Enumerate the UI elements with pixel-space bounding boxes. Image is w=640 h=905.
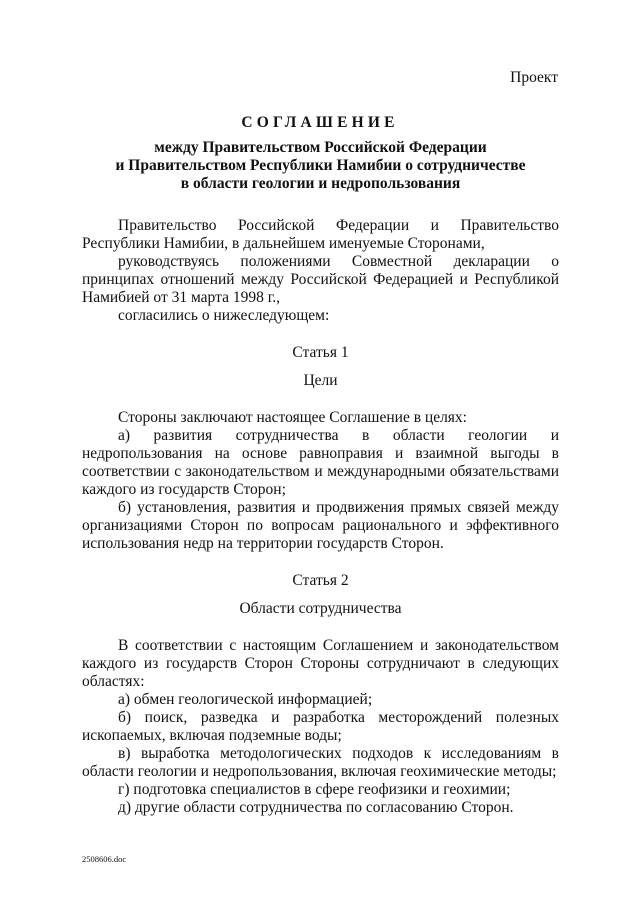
list-item: в) выработка методологических подходов к исследованиям в области геологии и недропользования, включая геохимические методы; [82,745,559,780]
article-paragraph: В соответствии с настоящим Соглашением и законодательством каждого из государств Сторон Стороны сотрудничают в следующих областях: [82,637,559,690]
list-item: д) другие области сотрудничества по согласованию Сторон. [118,799,514,816]
article-number: Статья 1 [292,344,349,361]
list-item: а) обмен геологической информацией; [118,691,373,708]
article-paragraph: Стороны заключают настоящее Соглашение в целях: [118,409,467,426]
article-paragraph: а) развития сотрудничества в области геологии и недропользования на основе равноправия и взаимной выгоды в соответствии с законодательством и международными обязательствами каждого из государств Сторон; [82,427,559,498]
article-paragraph: б) установления, развития и продвижения прямых связей между организациями Сторон по вопросам рационального и эффективного использования недр на территории государств Сторон. [82,499,559,552]
article-number: Статья 2 [292,572,349,589]
document-title: СОГЛАШЕНИЕ [241,114,399,131]
document-subtitle [82,139,559,193]
list-item: б) поиск, разведка и разработка месторождений полезных ископаемых, включая подземные воды; [82,709,559,744]
article-name: Цели [303,372,338,389]
article-name: Области сотрудничества [239,600,402,617]
list-item: г) подготовка специалистов в сфере геофизики и геохимии; [118,781,511,798]
subtitle-line: в области геологии и недропользования [180,175,461,192]
preamble-paragraph: согласились о нижеследующем: [118,307,330,324]
subtitle-line: между Правительством Российской Федерации [154,139,487,156]
file-name-footer: 2508606.doc [82,854,127,864]
preamble-paragraph: руководствуясь положениями Совместной декларации о принципах отношений между Российской Федерацией и Республикой Намибией от 31 марта 1998 г., [82,253,559,306]
document-body [82,217,559,817]
preamble-paragraph: Правительство Российской Федерации и Правительство Республики Намибии, в дальнейшем именуемые Сторонами, [82,217,559,252]
draft-status-label: Проект [510,69,558,86]
subtitle-line: и Правительством Республики Намибии о сотрудничестве [115,157,526,174]
